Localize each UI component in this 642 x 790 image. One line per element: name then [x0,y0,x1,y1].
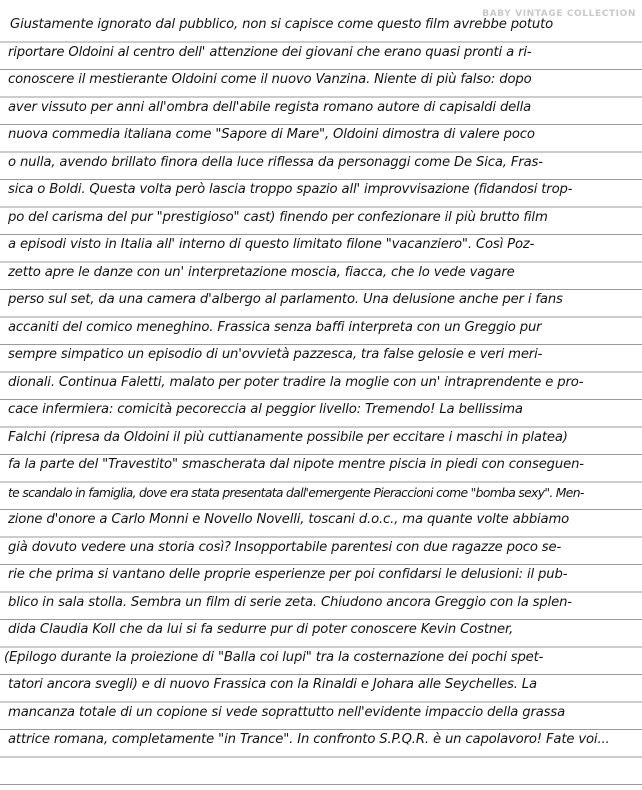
text-line: già dovuto vedere una storia così? Insopportabile parentesi con due ragazze poco se- [8,539,562,555]
text-line: mancanza totale di un copione si vede soprattutto nell'evidente impaccio della grassa [8,704,566,720]
text-line: dida Claudia Koll che da lui si fa sedurre pur di poter conoscere Kevin Costner, [8,622,514,637]
text-line: dionali. Continua Faletti, malato per poter tradire la moglie con un' intraprendente e pro- [8,374,584,390]
text-line: (Epilogo durante la proiezione di "Balla coi lupi" tra la costernazione dei pochi spet- [4,649,544,665]
text-line: conoscere il mestierante Oldoini come il nuovo Vanzina. Niente di più falso: dopo [8,72,532,87]
text-line: riportare Oldoini al centro dell' attenzione dei giovani che erano quasi pronti a ri- [8,44,532,60]
text-line: tatori ancora svegli) e di nuovo Frassica con la Rinaldi e Johara alle Seychelles. La [8,677,537,692]
text-line: perso sul set, da una camera d'albergo al parlamento. Una delusione anche per i fans [8,292,563,307]
text-line: nuova commedia italiana come "Sapore di Mare", Oldoini dimostra di valere poco [8,127,535,142]
text-line: attrice romana, completamente "in Trance". In confronto S.P.Q.R. è un capolavoro! Fate voi... [8,732,610,747]
text-line: accaniti del comico meneghino. Frassica senza baffi interpreta con un Greggio pur [8,319,542,335]
text-line: rie che prima si vantano delle proprie esperienze per poi confidarsi le delusioni: il pub- [8,567,568,582]
text-line: po del carisma del pur "prestigioso" cast) finendo per confezionare il più brutto film [8,209,548,225]
text-line: blico in sala stolla. Sembra un film di serie zeta. Chiudono ancora Greggio con la splen- [8,594,572,610]
text-line: sica o Boldi. Questa volta però lascia troppo spazio all' improvvisazione (fidandosi trop- [8,182,573,197]
text-line: Falchi (ripresa da Oldoini il più cuttianamente possibile per eccitare i maschi in platea) [8,429,568,445]
text-line: a episodi visto in Italia all' interno di questo limitato filone "vacanziero". Così Poz- [8,237,535,252]
watermark: BABY VINTAGE COLLECTION [482,9,636,19]
text-line: te scandalo in famiglia, dove era stata presentata dall'emergente Pieraccioni come "bomba sexy". Men- [8,484,584,500]
text-line: o nulla, avendo brillato finora della luce riflessa da personaggi come De Sica, Fras- [8,154,543,170]
handwritten-review-text [0,11,642,754]
text-line: zione d'onore a Carlo Monni e Novello Novelli, toscani d.o.c., ma quante volte abbiamo [8,512,570,527]
text-line: cace infermiera: comicità pecoreccia al peggior livello: Tremendo! La bellissima [8,402,523,417]
text-line: sempre simpatico un episodio di un'ovvietà pazzesca, tra false gelosie e veri meri- [8,347,543,362]
text-line: fa la parte del "Travestito" smascherata dal nipote mentre piscia in piedi con conseguen- [8,457,584,472]
text-line: Giustamente ignorato dal pubblico, non si capisce come questo film avrebbe potuto [10,17,554,32]
text-line: zetto apre le danze con un' interpretazione moscia, fiacca, che lo vede vagare [8,264,515,280]
text-line: aver vissuto per anni all'ombra dell'abile regista romano autore di capisaldi della [8,99,532,115]
